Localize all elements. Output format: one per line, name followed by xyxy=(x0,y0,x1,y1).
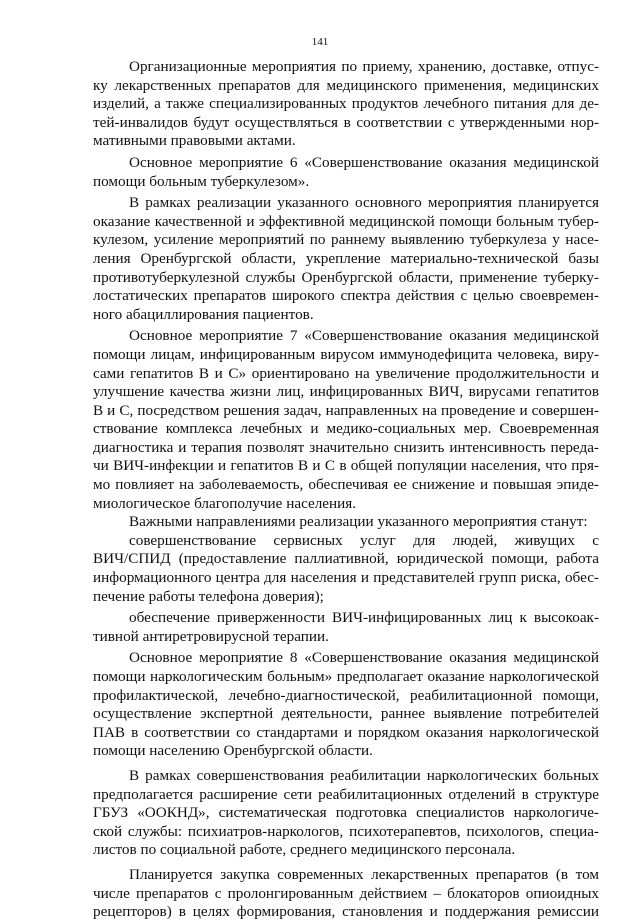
paragraph-10 xyxy=(93,866,599,922)
text-line: рецепторов) в целях формирования, становления и поддержания ремиссии xyxy=(93,903,599,921)
text-line: предполагается расширение сети реабилитационных отделений в структуре xyxy=(93,785,599,803)
text-line: печение работы телефона доверия); xyxy=(93,587,324,605)
text-line: миологическое благополучие населения. xyxy=(93,494,357,512)
text-line: обеспечение приверженности ВИЧ-инфицированных лиц к высокоак- xyxy=(129,609,599,627)
text-line: диагностика и терапия позволят значительно снизить интенсивность переда- xyxy=(93,438,599,456)
text-line: помощи лицам, инфицированным вирусом иммунодефицита человека, виру- xyxy=(93,345,599,363)
text-line: ВИЧ/СПИД (предоставление паллиативной, юридической помощи, работа xyxy=(93,550,599,568)
paragraph-9 xyxy=(93,767,599,860)
text-line: помощи больным туберкулезом». xyxy=(93,172,310,190)
paragraph-7 xyxy=(93,609,599,646)
text-line: лостатических препаратов широкого спектра действия с целью своевремен- xyxy=(93,287,599,305)
text-line: оказание качественной и эффективной медицинской помощи больным тубер- xyxy=(93,212,599,230)
text-line: осуществление экспертной деятельности, раннее выявление потребителей xyxy=(93,705,599,723)
text-line: профилактической, лечебно-диагностической, реабилитационной помощи, xyxy=(93,686,599,704)
text-line: листов по социальной работе, среднего медицинского персонала. xyxy=(93,841,516,859)
paragraph-6 xyxy=(93,532,599,606)
text-line: ской службы: психиатров-наркологов, психотерапевтов, психологов, специа- xyxy=(93,822,599,840)
text-line: В рамках совершенствования реабилитации наркологических больных xyxy=(129,766,599,784)
text-line: В и С, посредством решения задач, направленных на проведение и совершен- xyxy=(93,401,599,419)
text-line: В рамках реализации указанного основного мероприятия планируется xyxy=(129,194,599,212)
paragraph-4 xyxy=(93,327,599,513)
text-line: изделий, а также специализированных продуктов лечебного питания для де- xyxy=(93,95,599,113)
text-line: тей-инвалидов будут осуществляться в соответствии с утвержденными нор- xyxy=(93,113,599,131)
text-line: помощи наркологическим больным» предполагает оказание наркологической xyxy=(93,668,599,685)
text-line: ного абациллирования пациентов. xyxy=(93,305,314,323)
text-line: мативными правовыми актами. xyxy=(93,132,296,150)
text-line: Планируется закупка современных лекарственных препаратов (в том xyxy=(129,865,599,883)
paragraph-8 xyxy=(93,649,599,761)
text-line: Основное мероприятие 6 «Совершенствование оказания медицинской xyxy=(129,153,599,171)
text-line: ГБУЗ «ООКНД», систематическая подготовка специалистов наркологиче- xyxy=(93,804,599,822)
text-line: тивной антиретровирусной терапии. xyxy=(93,627,329,645)
text-line: Важными направлениями реализации указанного мероприятия станут: xyxy=(129,513,588,531)
paragraph-5 xyxy=(93,513,599,532)
text-line: Организационные мероприятия по приему, хранению, доставке, отпус- xyxy=(129,58,599,75)
text-line: ствование комплекса лечебных и медико-социальных мер. Своевременная xyxy=(93,420,599,438)
text-line: чи ВИЧ-инфекции и гепатитов В и С в общей популяции населения, что пря- xyxy=(93,457,599,475)
text-line: улучшение качества жизни лиц, инфицированных ВИЧ, вирусами гепатитов xyxy=(93,383,599,401)
text-line: ку лекарственных препаратов для медицинского применения, медицинских xyxy=(93,76,599,94)
paragraph-3 xyxy=(93,194,599,324)
page-number: 141 xyxy=(311,36,329,48)
text-line: числе препаратов с пролонгированным действием – блокаторов опиоидных xyxy=(93,884,599,902)
text-line: кулезом, усиление мероприятий по раннему выявлению туберкулеза у насе- xyxy=(93,231,599,249)
document-body xyxy=(93,58,599,922)
text-line: Основное мероприятие 8 «Совершенствование оказания медицинской xyxy=(129,649,599,667)
text-line: информационного центра для населения и представителей групп риска, обес- xyxy=(93,569,599,587)
text-line: сами гепатитов В и С» ориентировано на увеличение продолжительности и xyxy=(93,364,599,382)
text-line: мо повлияет на заболеваемость, обеспечивая ее снижение и повышая эпиде- xyxy=(93,476,599,494)
text-line: ления Оренбургской области, укрепление материально-технической базы xyxy=(93,249,599,267)
paragraph-1 xyxy=(93,58,599,151)
paragraph-2 xyxy=(93,154,599,191)
text-line: помощи населению Оренбургской области. xyxy=(93,742,373,760)
text-line: ПАВ в соответствии со стандартами и порядком оказания наркологической xyxy=(93,723,599,741)
text-line: противотуберкулезной службы Оренбургской области, применение туберку- xyxy=(93,268,599,286)
text-line: Основное мероприятие 7 «Совершенствование оказания медицинской xyxy=(129,327,599,345)
text-line: совершенствование сервисных услуг для людей, живущих с xyxy=(129,531,599,549)
